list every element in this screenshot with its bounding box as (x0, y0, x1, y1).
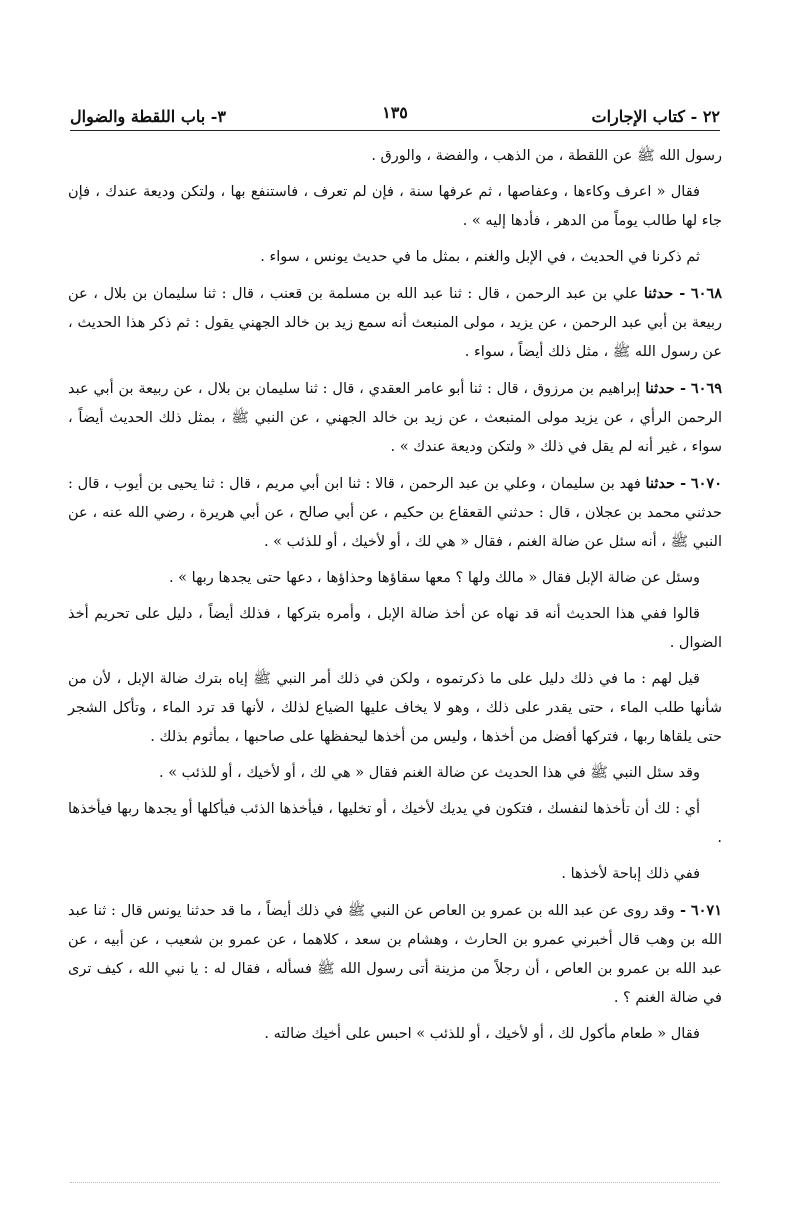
scan-edge-line (70, 1182, 720, 1183)
page-header (70, 92, 720, 126)
book-title: ٢٢ - كتاب الإجارات (591, 107, 720, 126)
hadith-paragraph: ٦٠٦٨ - حدثنا علي بن عبد الرحمن ، قال : ثنا عبد الله بن مسلمة بن قعنب ، قال : ثنا سليمان بن بلال ، عن ربيعة بن أبي عبد الرحمن ، عن يزيد ، مولى المنبعث أنه سمع زيد بن خالد الجهني يقول : ثم ذكر هذا الحديث ، عن رسول الله ﷺ ، مثل ذلك أيضاً ، سواء . (68, 285, 722, 360)
paragraph: ثم ذكرنا في الحديث ، في الإبل والغنم ، بمثل ما في حديث يونس ، سواء . (260, 249, 700, 265)
paragraph: أي : لك أن تأخذها لنفسك ، فتكون في يديك لأخيك ، أو تخليها ، فيأخذها الذئب فيأكلها أو يجدها ربها فيأخذها . (68, 801, 722, 846)
header-rule (70, 130, 720, 131)
paragraph: قيل لهم : ما في ذلك دليل على ما ذكرتموه ، ولكن في ذلك أمر النبي ﷺ إياه بترك ضالة الإبل ، لأن من شأنها طلب الماء ، حتى يقدر على ذلك ، وهو لا يخاف عليها الضياع لذلك ، لأنها قد ترد الماء ، وتأكل الشجر حتى يلقاها ربها ، فتركها أفضل من أخذها ، وليس من أخذها ليحفظها على صاحبها ، بمأثوم بذلك . (68, 671, 722, 745)
page-body (68, 142, 722, 1056)
hadith-paragraph: ٦٠٦٩ - حدثنا إبراهيم بن مرزوق ، قال : ثنا أبو عامر العقدي ، قال : ثنا سليمان بن بلال ، عن ربيعة بن أبي عبد الرحمن الرأي ، عن يزيد مولى المنبعث ، عن زيد بن خالد الجهني ، عن النبي ﷺ ، بمثل ذلك الحديث أيضاً ، سواء ، غير أنه لم يقل في ذلك « ولتكن وديعة عندك » . (68, 380, 722, 455)
hadith-opener: حدثنا (643, 285, 674, 302)
paragraph: فقال « طعام مأكول لك ، أو لأخيك ، أو للذئب » احبس على أخيك ضالته . (264, 1026, 700, 1042)
hadith-number: ٦٠٦٩ (690, 380, 722, 397)
hadith-opener: حدثنا (645, 475, 675, 492)
hadith-opener: حدثنا (645, 380, 675, 397)
paragraph: قالوا ففي هذا الحديث أنه قد نهاه عن أخذ ضالة الإبل ، وأمره بتركها ، فذلك أيضاً ، دليل على تحريم أخذ الضوال . (68, 606, 722, 651)
hadith-number: ٦٠٦٨ (690, 285, 722, 302)
hadith-number: ٦٠٧٠ (690, 475, 723, 492)
paragraph: فقال « اعرف وكاءها ، وعفاصها ، ثم عرفها سنة ، فإن لم تعرف ، فاستنفع بها ، ولتكن وديعة عندك ، فإن جاء لها طالب يوماً من الدهر ، فأدها إليه » . (68, 184, 722, 229)
paragraph: رسول الله ﷺ عن اللقطة ، من الذهب ، والفضة ، والورق . (371, 148, 722, 164)
page-number: ١٣٥ (382, 103, 408, 122)
hadith-number: ٦٠٧١ (690, 902, 722, 919)
paragraph: وسئل عن ضالة الإبل فقال « مالك ولها ؟ معها سقاؤها وحذاؤها ، دعها حتى يجدها ربها » . (168, 570, 700, 586)
hadith-paragraph: ٦٠٧١ - وقد روى عن عبد الله بن عمرو بن العاص عن النبي ﷺ في ذلك أيضاً ، ما قد حدثنا يونس قال : ثنا عبد الله بن وهب قال أخبرني عمرو بن الحارث ، وهشام بن سعد ، كلاهما ، عن عمرو بن شعيب ، عن أبيه ، عن عبد الله بن عمرو بن العاص ، أن رجلاً من مزينة أتى رسول الله ﷺ فسأله ، فقال له : يا نبي الله ، كيف ترى في ضالة الغنم ؟ . (68, 902, 722, 1006)
paragraph: ففي ذلك إباحة لأخذها . (561, 866, 700, 882)
chapter-title: ٣- باب اللقطة والضوال (70, 107, 227, 126)
hadith-paragraph: ٦٠٧٠ - حدثنا فهد بن سليمان ، وعلي بن عبد الرحمن ، قالا : ثنا ابن أبي مريم ، قال : ثنا يحيى بن أيوب ، قال : حدثني محمد بن عجلان ، قال : حدثني القعقاع بن حكيم ، عن أبي صالح ، عن أبي هريرة ، رضي الله عنه ، عن النبي ﷺ ، أنه سئل عن ضالة الغنم ، فقال « هي لك ، أو لأخيك ، أو للذئب » . (68, 475, 723, 550)
paragraph: وقد سئل النبي ﷺ في هذا الحديث عن ضالة الغنم فقال « هي لك ، أو لأخيك ، أو للذئب » . (158, 765, 700, 781)
